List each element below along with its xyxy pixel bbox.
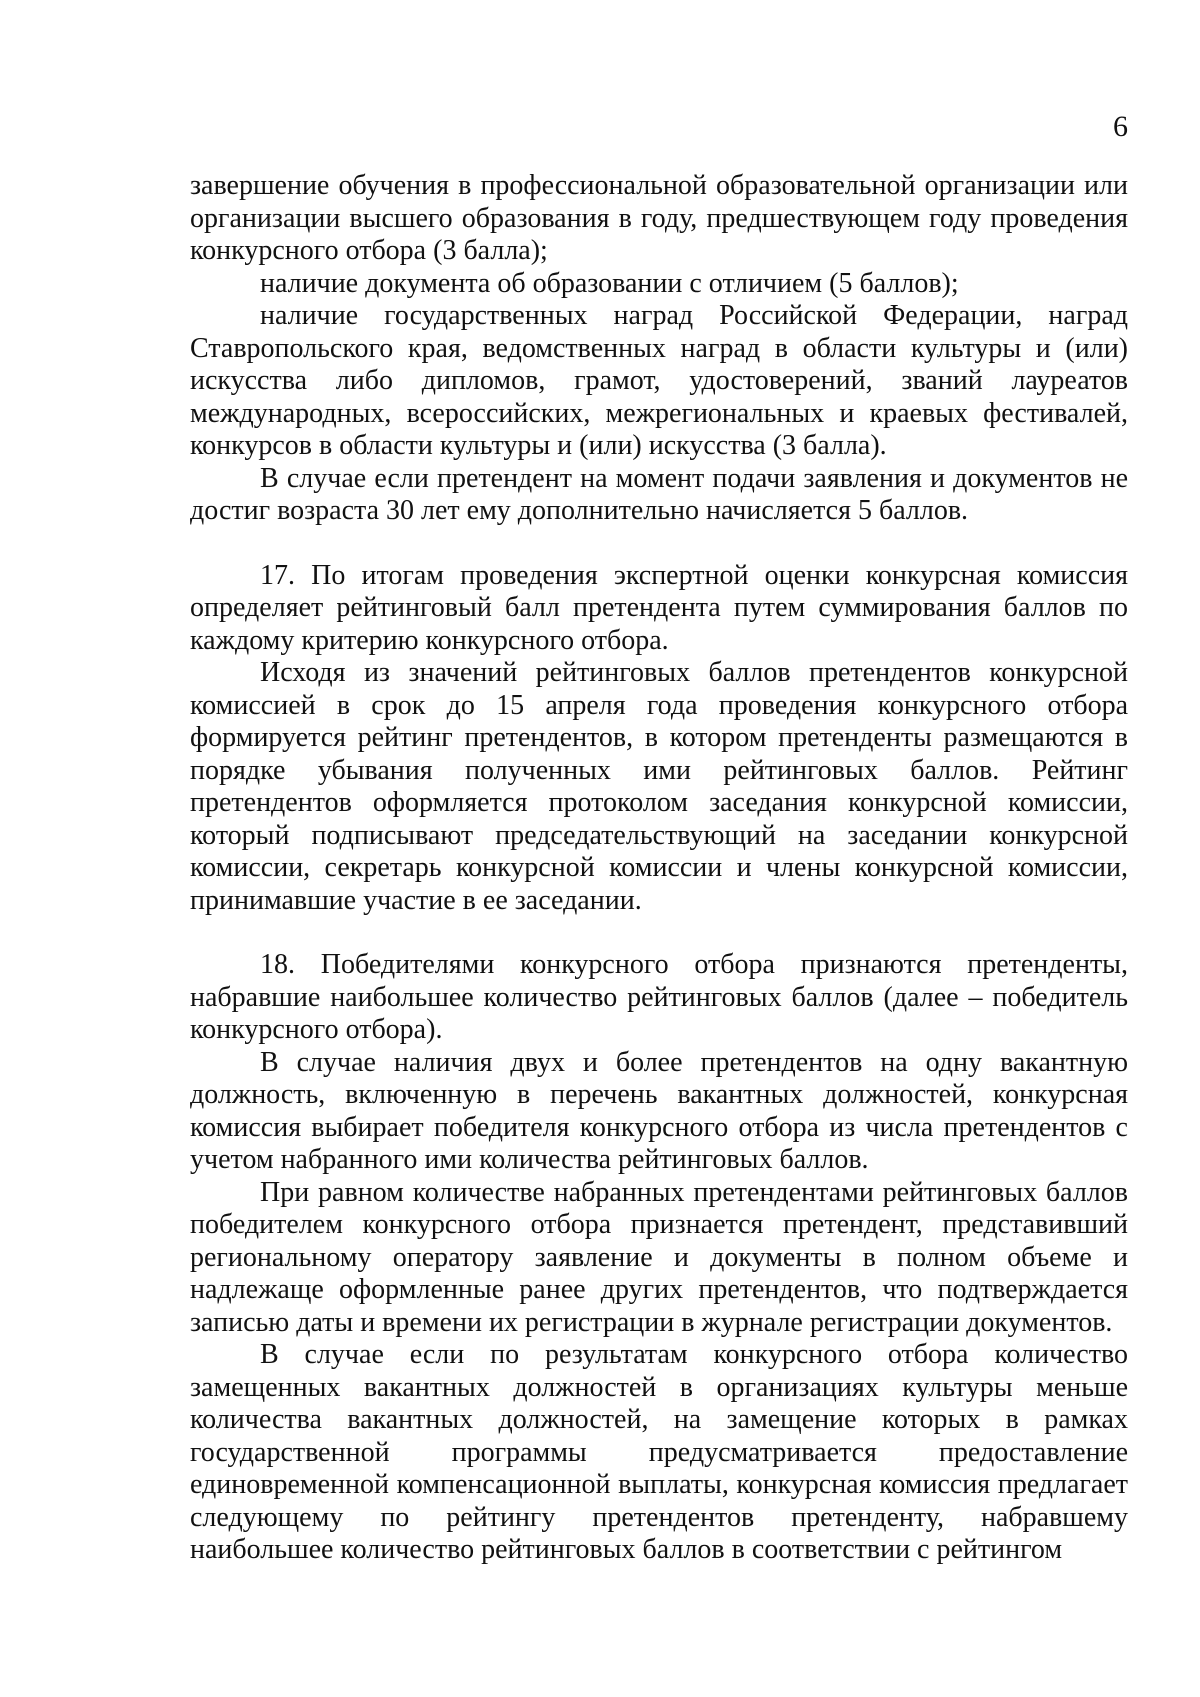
- paragraph-multiple-applicants: В случае наличия двух и более претендентов на одну вакантную должность, включенную в перечень вакантных должностей, конкурсная комиссия выбирает победителя конкурсного отбора из числа претендентов с учетом набранного ими количества рейтинговых баллов.: [190, 1046, 1128, 1175]
- paragraph-criterion-honors-diploma: наличие документа об образовании с отличием (5 баллов);: [260, 267, 959, 299]
- paragraph-age-bonus: В случае если претендент на момент подачи заявления и документов не достиг возраста 30 лет ему дополнительно начисляется 5 баллов.: [190, 462, 1128, 526]
- paragraph-equal-scores: При равном количестве набранных претендентами рейтинговых баллов победителем конкурсного отбора признается претендент, представивший региональному оператору заявление и документы в полном объеме и надлежаще оформленные ранее других претендентов, что подтверждается записью даты и времени их регистрации в журнале регистрации документов.: [190, 1176, 1128, 1338]
- paragraph-rating-formation: Исходя из значений рейтинговых баллов претендентов конкурсной комиссией в срок до 15 апреля года проведения конкурсного отбора формируется рейтинг претендентов, в котором претенденты размещаются в порядке убывания полученных ими рейтинговых баллов. Рейтинг претендентов оформляется протоколом заседания конкурсной комиссии, который подписывают председательствующий на заседании конкурсной комиссии, секретарь конкурсной комиссии и члены конкурсной комиссии, принимавшие участие в ее заседании.: [190, 657, 1128, 916]
- page-number: 6: [1113, 110, 1128, 143]
- paragraph-criterion-graduation: завершение обучения в профессиональной образовательной организации или организации высшего образования в году, предшествующем году проведения конкурсного отбора (3 балла);: [190, 170, 1128, 266]
- paragraph-unfilled-vacancies: В случае если по результатам конкурсного отбора количество замещенных вакантных должностей в организациях культуры меньше количества вакантных должностей, на замещение которых в рамках государственной программы предусматривается предоставление единовременной компенсационной выплаты, конкурсная комиссия предлагает следующему по рейтингу претендентов претенденту, набравшему наибольшее количество рейтинговых баллов в соответствии с рейтингом: [190, 1339, 1128, 1565]
- document-body: [190, 170, 1128, 1567]
- paragraph-clause-18: 18. Победителями конкурсного отбора признаются претенденты, набравшие наибольшее количество рейтинговых баллов (далее – победитель конкурсного отбора).: [190, 949, 1128, 1045]
- paragraph-clause-17: 17. По итогам проведения экспертной оценки конкурсная комиссия определяет рейтинговый балл претендента путем суммирования баллов по каждому критерию конкурсного отбора.: [190, 559, 1128, 656]
- paragraph-criterion-awards: наличие государственных наград Российской Федерации, наград Ставропольского края, ведомственных наград в области культуры и (или) искусства либо дипломов, грамот, удостоверений, званий лауреатов международных, всероссийских, межрегиональных и краевых фестивалей, конкурсов в области культуры и (или) искусства (3 балла).: [190, 300, 1128, 461]
